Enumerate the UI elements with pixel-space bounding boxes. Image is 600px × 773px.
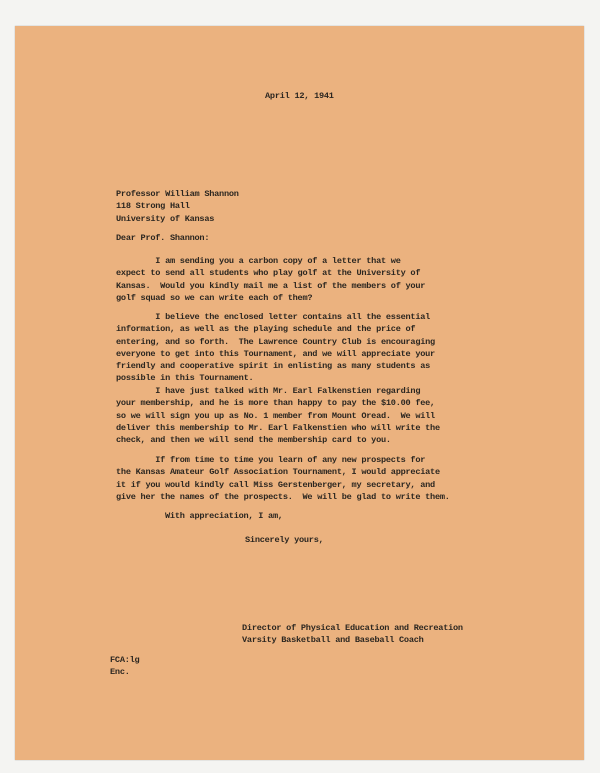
letter-date: April 12, 1941: [265, 91, 334, 101]
closing-line: With appreciation, I am,: [165, 511, 283, 521]
paragraph-line: everyone to get into this Tournament, and we will appreciate your: [116, 348, 435, 359]
paragraph-line: so we will sign you up as No. 1 member from Mount Oread. We will: [116, 410, 435, 421]
paragraph-3: [116, 385, 440, 446]
recipient-name: Professor William Shannon: [116, 189, 239, 199]
recipient-institution: University of Kansas: [116, 213, 215, 224]
paragraph-line: If from time to time you learn of any new prospects for: [116, 455, 426, 465]
reference-initials: [110, 654, 139, 679]
paragraph-line: expect to send all students who play golf at the University of: [116, 268, 421, 279]
paragraph-line: your membership, and he is more than happy to pay the $10.00 fee,: [116, 398, 435, 409]
paragraph-line: friendly and cooperative spirit in enlisting as many students as: [116, 361, 431, 372]
paragraph-2: [116, 311, 435, 385]
paragraph-line: Kansas. Would you kindly mail me a list of the members of your: [116, 280, 426, 291]
paragraph-4: [116, 454, 450, 503]
signature-block: [242, 622, 463, 647]
paragraph-line: information, as well as the playing schedule and the price of: [116, 324, 416, 335]
paragraph-line: I have just talked with Mr. Earl Falkenstien regarding: [116, 386, 421, 396]
paragraph-line: check, and then we will send the membership card to you.: [116, 435, 391, 446]
paragraph-line: deliver this membership to Mr. Earl Falkenstien who will write the: [116, 422, 440, 433]
salutation: Dear Prof. Shannon:: [116, 233, 210, 243]
paragraph-line: I believe the enclosed letter contains all the essential: [116, 312, 431, 322]
paragraph-line: golf squad so we can write each of them?: [116, 292, 313, 303]
typist-initials: FCA:lg: [110, 655, 140, 665]
paragraph-line: the Kansas Amateur Golf Association Tournament, I would appreciate: [116, 467, 440, 478]
signature-subtitle: Varsity Basketball and Baseball Coach: [242, 635, 424, 646]
paragraph-line: it if you would kindly call Miss Gerstenberger, my secretary, and: [116, 479, 435, 490]
paragraph-line: entering, and so forth. The Lawrence Country Club is encouraging: [116, 336, 435, 347]
recipient-address: [116, 188, 239, 225]
letter-page: [15, 26, 584, 760]
paragraph-line: possible in this Tournament.: [116, 373, 254, 384]
enclosure-note: Enc.: [110, 667, 130, 678]
paragraph-line: I am sending you a carbon copy of a letter that we: [116, 256, 401, 266]
paragraph-1: [116, 255, 425, 304]
recipient-street: 118 Strong Hall: [116, 201, 190, 212]
paragraph-line: give her the names of the prospects. We will be glad to write them.: [116, 491, 450, 502]
complimentary-close: Sincerely yours,: [245, 535, 324, 545]
signature-title: Director of Physical Education and Recreation: [242, 623, 463, 633]
